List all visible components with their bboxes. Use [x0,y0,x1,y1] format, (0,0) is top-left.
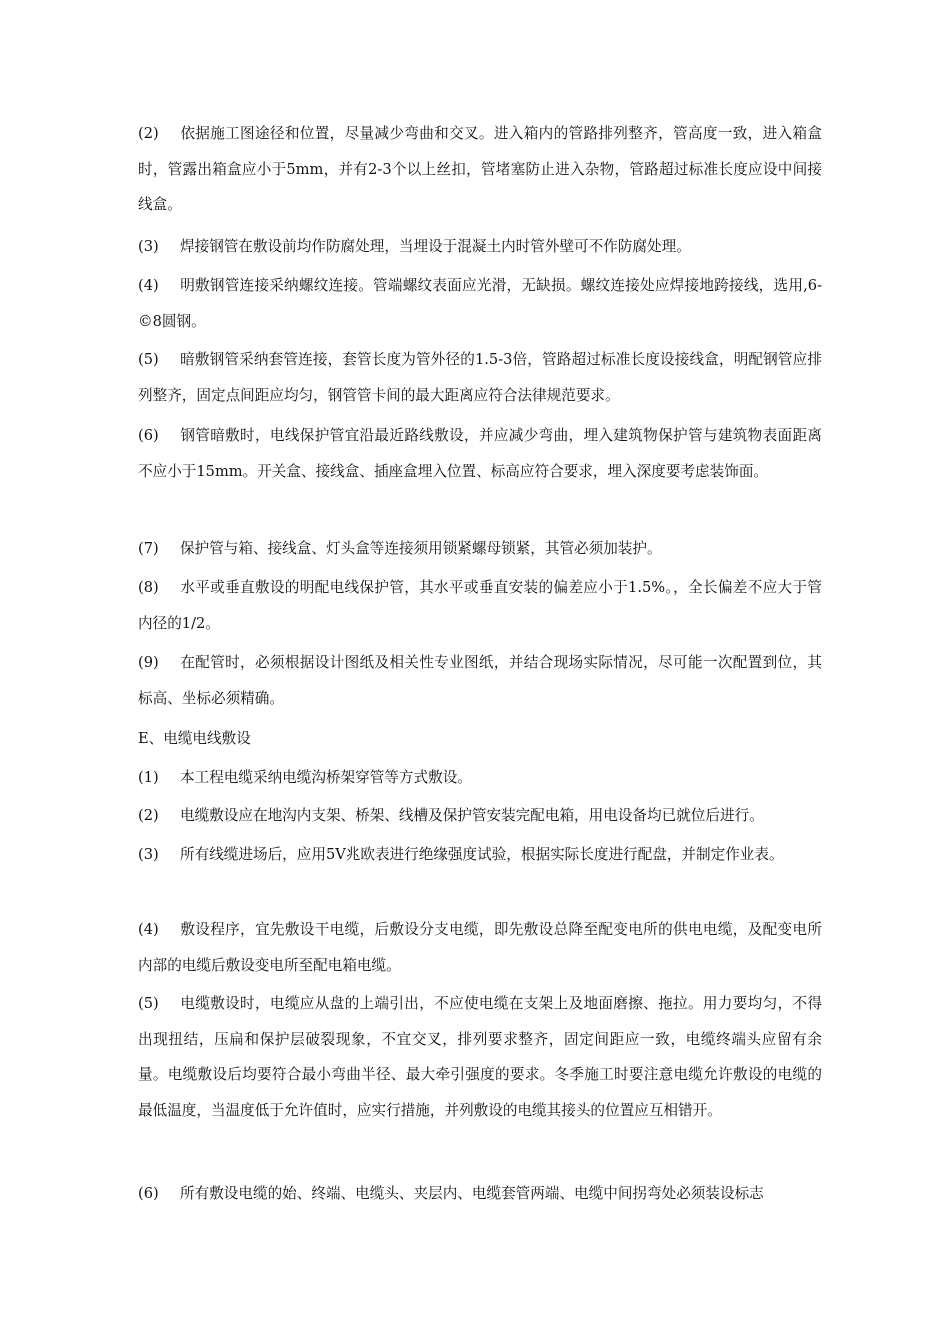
paragraph-number: (6) [138,1185,159,1202]
paragraph-number: (6) [138,427,159,444]
section-paragraph-6 [138,1176,822,1212]
paragraph-number: (1) [138,769,159,786]
paragraph-text: 敷设程序，宜先敷设干电缆，后敷设分支电缆，即先敷设总降至配变电所的供电电缆，及配变电所内部的电缆后敷设变电所至配电箱电缆。 [138,921,822,974]
paragraph-6 [138,418,822,489]
paragraph-number: (3) [138,846,159,863]
paragraph-5 [138,342,822,413]
paragraph-number: (4) [138,277,159,294]
paragraph-text: 本工程电缆采纳电缆沟桥架穿管等方式敷设。 [180,769,472,786]
paragraph-8 [138,570,822,641]
section-paragraph-4 [138,912,822,983]
paragraph-number: (7) [138,540,159,557]
paragraph-text: 所有敷设电缆的始、终端、电缆头、夹层内、电缆套管两端、电缆中间拐弯处必须装设标志 [180,1185,764,1202]
paragraph-number: (2) [138,125,159,142]
paragraph-number: (5) [138,351,159,368]
section-paragraph-2 [138,798,822,834]
paragraph-text: 保护管与箱、接线盒、灯头盒等连接须用锁紧螺母锁紧，其管必须加装护。 [180,540,662,557]
paragraph-text: 暗敷钢管采纳套管连接，套管长度为管外径的1.5-3倍，管路超过标准长度设接线盒，明配钢管应排列整齐，固定点间距应均匀，钢管管卡间的最大距离应符合法律规范要求。 [138,351,822,404]
section-paragraph-3 [138,837,822,873]
paragraph-text: 电缆敷设应在地沟内支架、桥架、线槽及保护管安装完配电箱，用电设备均已就位后进行。 [180,807,764,824]
paragraph-number: (4) [138,921,159,938]
paragraph-3 [138,229,822,265]
section-paragraph-1 [138,760,822,796]
paragraph-text: 依据施工图途径和位置，尽量减少弯曲和交叉。进入箱内的管路排列整齐，管高度一致，进入箱盒时，管露出箱盒应小于5mm，并有2-3个以上丝扣，管堵塞防止进入杂物，管路超过标准长度应设中间接线盒。 [138,125,822,213]
paragraph-text: 明敷钢管连接采纳螺纹连接。管端螺纹表面应光滑，无缺损。螺纹连接处应焊接地跨接线，选用,6-©8圆钢。 [138,277,822,330]
section-paragraph-5 [138,986,822,1128]
paragraph-text: 焊接钢管在敷设前均作防腐处理，当埋设于混凝土内时管外壁可不作防腐处理。 [180,238,691,255]
paragraph-number: (9) [138,654,159,671]
paragraph-number: (3) [138,238,159,255]
section-heading: E、电缆电线敷设 [138,730,251,747]
paragraph-number: (5) [138,995,159,1012]
paragraph-7 [138,531,822,567]
paragraph-number: (8) [138,579,159,596]
paragraph-4 [138,268,822,339]
paragraph-text: 水平或垂直敷设的明配电线保护管，其水平或垂直安装的偏差应小于1.5%。，全长偏差不应大于管内径的1/2。 [138,579,822,632]
paragraph-number: (2) [138,807,159,824]
paragraph-text: 钢管暗敷时，电线保护管宜沿最近路线敷设，并应减少弯曲，埋入建筑物保护管与建筑物表面距离不应小于15mm。开关盒、接线盒、插座盒埋入位置、标高应符合要求，埋入深度要考虑装饰面。 [138,427,822,480]
paragraph-text: 电缆敷设时，电缆应从盘的上端引出，不应使电缆在支架上及地面磨擦、拖拉。用力要均匀，不得出现扭结，压扁和保护层破裂现象，不宜交叉，排列要求整齐，固定间距应一致，电缆终端头应留有余量。电缆敷设后均要符合最小弯曲半径、最大牵引强度的要求。冬季施工时要注意电缆允许敷设的电缆的最低温度，当温度低于允许值时，应实行措施，并列敷设的电缆其接头的位置应互相错开。 [138,995,822,1119]
paragraph-2 [138,116,822,223]
paragraph-9 [138,645,822,716]
paragraph-text: 在配管时，必须根据设计图纸及相关性专业图纸，并结合现场实际情况，尽可能一次配置到位，其标高、坐标必须精确。 [138,654,822,707]
paragraph-text: 所有线缆进场后，应用5V兆欧表进行绝缘强度试验，根据实际长度进行配盘，并制定作业表。 [180,846,784,863]
